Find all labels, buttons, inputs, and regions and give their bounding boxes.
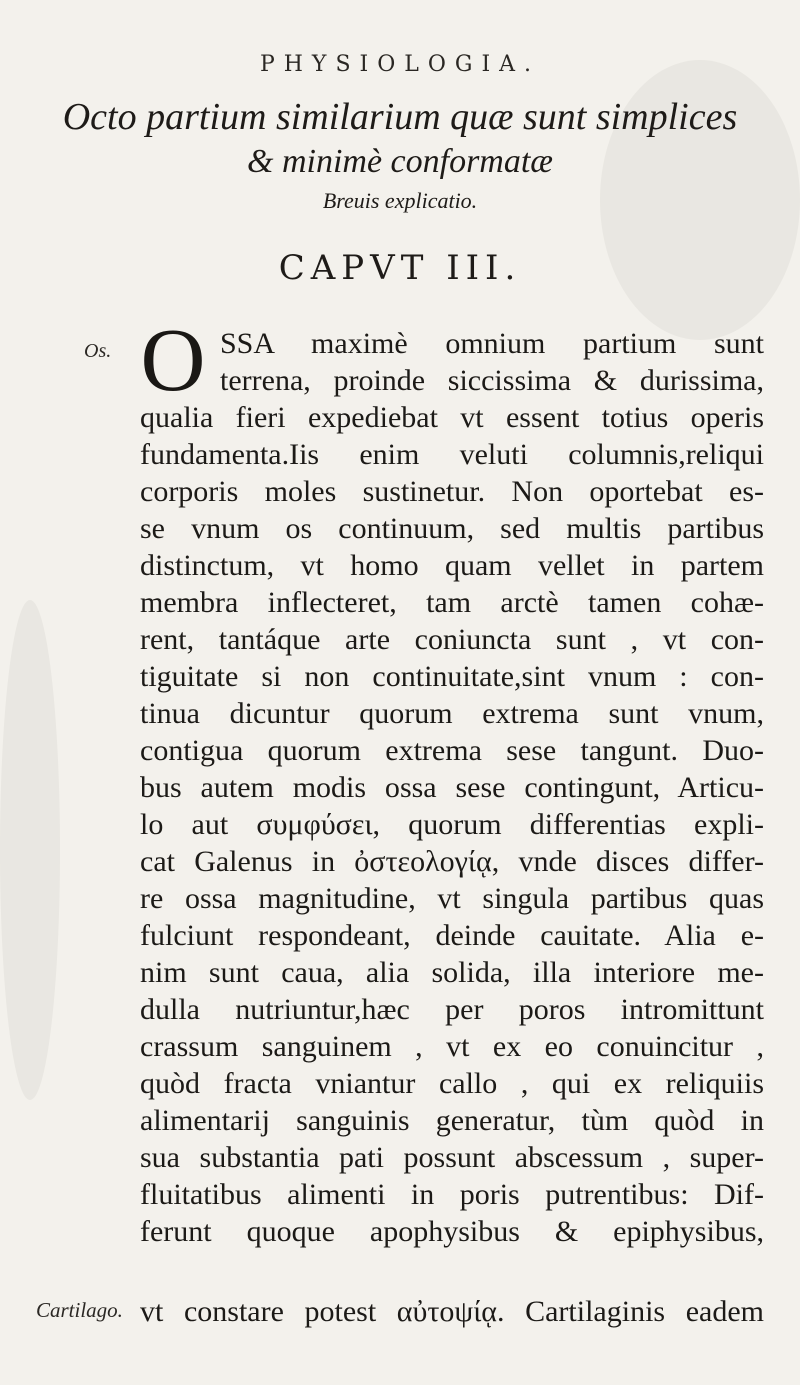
text-line: membra inflecteret, tam arctè tamen cohæ- bbox=[140, 586, 764, 619]
text-line: fulciunt respondeant, deinde cauitate. Alia e- bbox=[140, 919, 764, 952]
text-line: qualia fieri expediebat vt essent totius operis bbox=[140, 401, 764, 434]
chapter-title-line-3: Breuis explicatio. bbox=[322, 188, 478, 213]
text-line: tinua dicuntur quorum extrema sunt vnum, bbox=[140, 697, 764, 730]
chapter-title-line-1: Octo partium similarium quæ sunt simplices bbox=[62, 96, 738, 138]
text-line: sua substantia pati possunt abscessum , super- bbox=[140, 1141, 764, 1174]
text-line: quòd fracta vniantur callo , qui ex reliquiis bbox=[140, 1067, 764, 1100]
text-line: lo aut συμφύσει, quorum differentias expli- bbox=[140, 808, 764, 841]
text-line: fluitatibus alimenti in poris putrentibus: Dif- bbox=[140, 1178, 764, 1211]
text-line: bus autem modis ossa sese contingunt, Articu- bbox=[140, 771, 764, 804]
text-line: contigua quorum extrema sese tangunt. Duo- bbox=[140, 734, 764, 767]
text-line: SSA maximè omnium partium sunt bbox=[220, 327, 764, 360]
text-line: se vnum os continuum, sed multis partibus bbox=[140, 512, 764, 545]
text-line: alimentarij sanguinis generatur, tùm quòd in bbox=[140, 1104, 764, 1137]
text-line: re ossa magnitudine, vt singula partibus quas bbox=[140, 882, 764, 915]
running-head: PHYSIOLOGIA. bbox=[259, 52, 541, 77]
chapter-title-line-2: & minimè conformatæ bbox=[247, 143, 553, 180]
text-line: fundamenta.Iis enim veluti columnis,reliqui bbox=[140, 438, 764, 471]
margin-note-cartilago: Cartilago. bbox=[36, 1298, 123, 1322]
text-line: distinctum, vt homo quam vellet in partem bbox=[140, 549, 764, 582]
text-line: nim sunt caua, alia solida, illa interiore me- bbox=[140, 956, 764, 989]
text-line: ferunt quoque apophysibus & epiphysibus, bbox=[140, 1215, 764, 1248]
text-line: crassum sanguinem , vt ex eo conuincitur , bbox=[140, 1030, 764, 1063]
text-line: terrena, proinde siccissima & durissima, bbox=[220, 364, 764, 397]
text-line: cat Galenus in ὀστεολογίᾳ, vnde disces differ- bbox=[140, 845, 764, 878]
text-line: vt constare potest αὐτοψίᾳ. Cartilaginis eadem bbox=[140, 1295, 764, 1328]
page-stain bbox=[0, 600, 60, 1100]
text-line: tiguitate si non continuitate,sint vnum : con- bbox=[140, 660, 764, 693]
margin-note-os: Os. bbox=[84, 340, 112, 362]
drop-cap: O bbox=[140, 311, 206, 410]
text-line: corporis moles sustinetur. Non oportebat es- bbox=[140, 475, 764, 508]
text-line: dulla nutriuntur,hæc per poros intromittunt bbox=[140, 993, 764, 1026]
text-line: rent, tantáque arte coniuncta sunt , vt con- bbox=[140, 623, 764, 656]
chapter-heading: CAPVT III. bbox=[278, 248, 522, 288]
